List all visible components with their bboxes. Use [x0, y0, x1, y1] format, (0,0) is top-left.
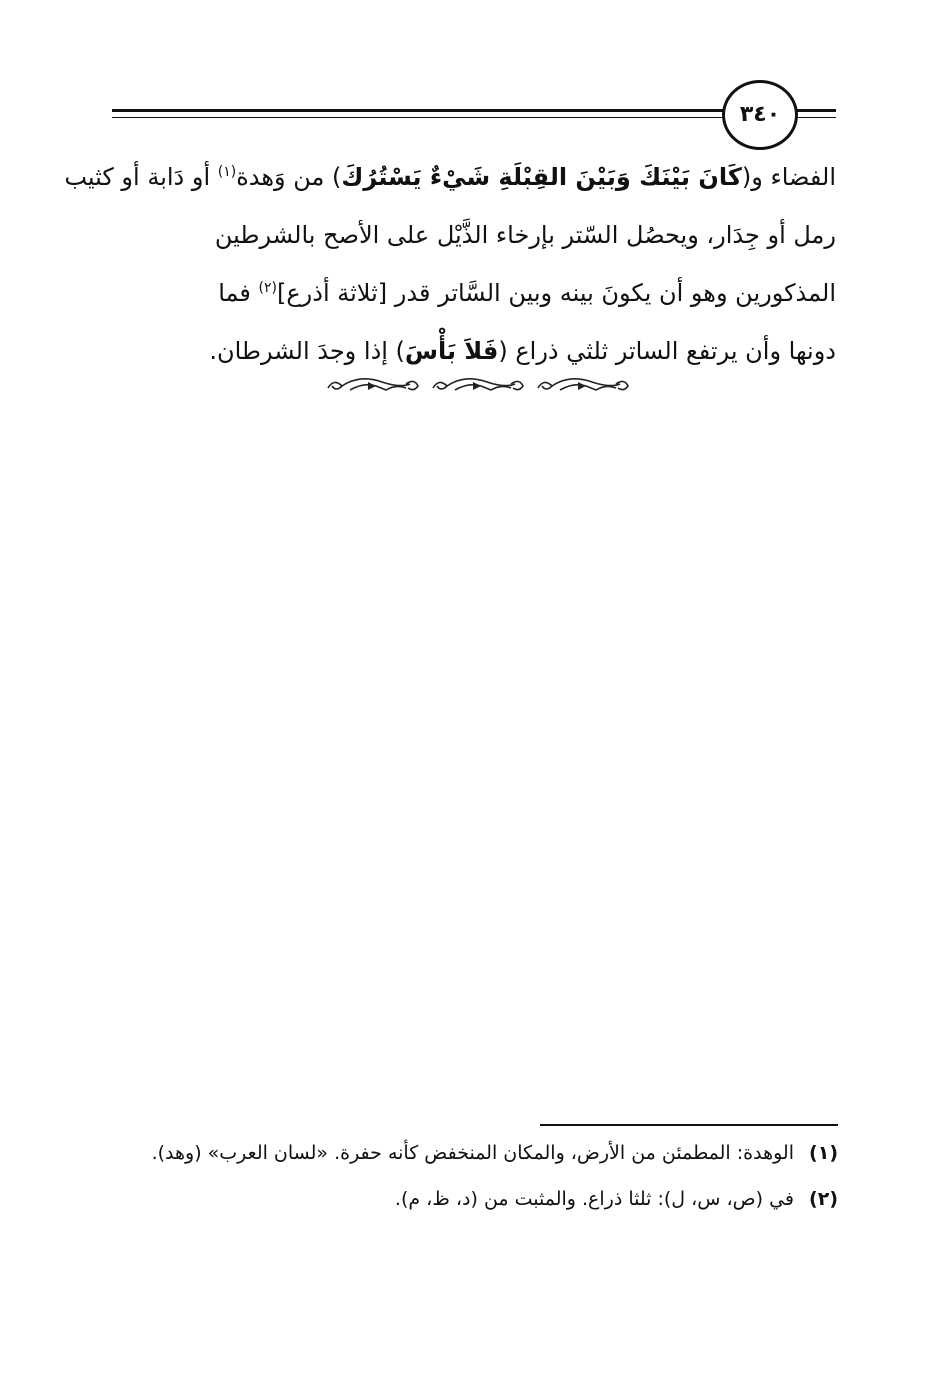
text-segment: فما [218, 279, 259, 307]
footnote-separator [540, 1124, 838, 1126]
ornament-unit [328, 379, 418, 390]
hadith-quote: كَانَ بَيْنَكَ وَبَيْنَ القِبْلَةِ شَيْءٌ يَسْتُرُكَ [341, 163, 742, 191]
text-line-3 [108, 264, 836, 322]
text-segment: ) إذا وجدَ الشرطان. [209, 337, 405, 365]
page-number-badge [722, 80, 798, 150]
footnote-text: في (ص، س، ل): ثلثا ذراع. والمثبت من (د، ظ، م). [394, 1188, 794, 1210]
footnote-marker-2[interactable]: (٢) [258, 280, 277, 296]
text-line-2: رمل أو جِدَار، ويحصُل السّتر بإرخاء الذَّيْل على الأصح بالشرطين [214, 221, 836, 249]
footnote-marker-1[interactable]: (١) [217, 164, 237, 180]
footnote-number: (١) [809, 1142, 838, 1164]
header-rule [112, 109, 724, 118]
header-rule-right [796, 109, 836, 118]
ornament-unit [433, 379, 523, 390]
main-text [64, 148, 836, 380]
footnote-1 [108, 1134, 838, 1172]
footnotes [108, 1134, 838, 1226]
text-segment: ) من وَهدة [236, 163, 342, 191]
page-number: ٣٤٠ [739, 102, 781, 127]
footnote-number: (٢) [809, 1188, 838, 1210]
hadith-quote: فَلاَ بَأْسَ [404, 337, 499, 365]
text-segment: دونها وأن يرتفع الساتر ثلثي ذراع ( [498, 337, 836, 365]
text-segment: الفضاء و( [741, 163, 836, 191]
ornament-unit [538, 379, 628, 390]
ornament-divider-icon [320, 368, 630, 404]
text-segment: أو دَابة أو كثيب [64, 163, 218, 191]
footnote-text: الوهدة: المطمئن من الأرض، والمكان المنخفض كأنه حفرة. «لسان العرب» (وهد). [151, 1142, 794, 1164]
footnote-2 [108, 1180, 838, 1218]
text-segment: المذكورين وهو أن يكونَ بينه وبين السَّاتر قدر [ثلاثة أذرع] [276, 279, 836, 307]
text-line-1 [64, 148, 836, 206]
